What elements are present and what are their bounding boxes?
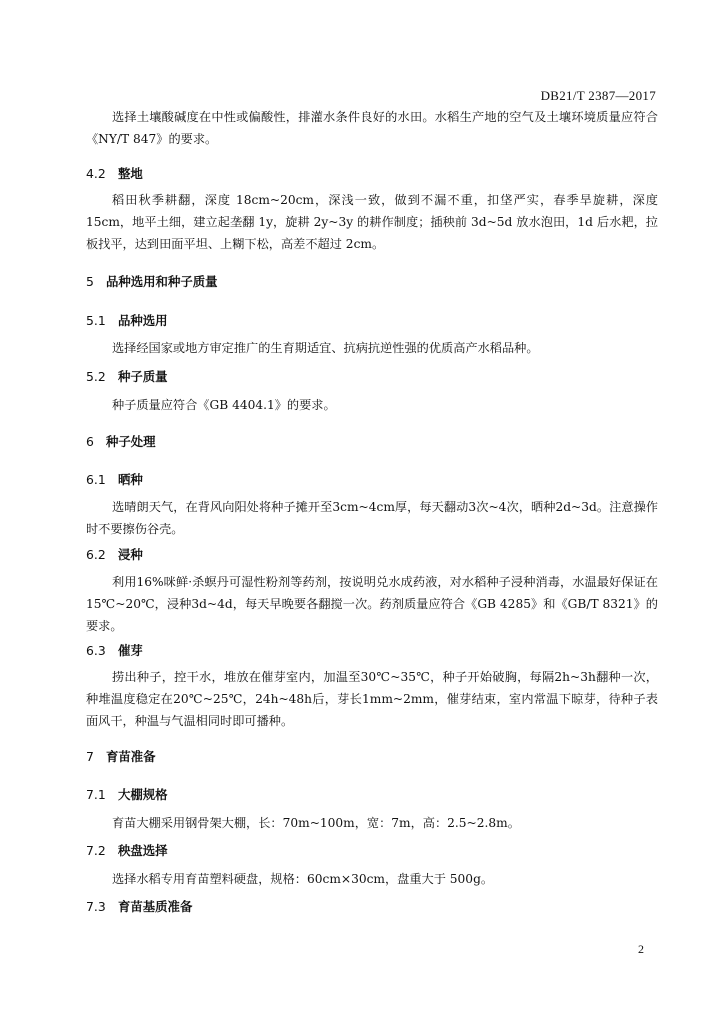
- section-5-1-heading: [86, 312, 658, 330]
- section-number: 5: [86, 274, 94, 289]
- section-number: 7: [86, 749, 94, 764]
- section-title: 晒种: [118, 472, 143, 487]
- section-title: 种子处理: [106, 434, 156, 449]
- paragraph-4-2: 稻田秋季耕翻，深度 18cm~20cm，深浅一致，做到不漏不重，扣垡严实，春季旱旋耕，深度 15cm，地平土细，建立起垄翻 1y，旋耕 2y~3y 的耕作制度；插秧前 3d~5d 放水泡田，1d 后水耙，拉板找平，达到田面平坦、上糊下松，高差不超过 2cm。: [86, 193, 658, 251]
- paragraph-6-3: 捞出种子，控干水，堆放在催芽室内，加温至30℃~35℃，种子开始破胸，每隔2h~3h翻种一次，种堆温度稳定在20℃~25℃，24h~48h后，芽长1mm~2mm，催芽结束，室内常温下晾芽，待种子表面风干，种温与气温相同时即可播种。: [86, 670, 658, 728]
- section-number: 7.2: [86, 843, 106, 858]
- section-4-2-heading: [86, 165, 658, 183]
- section-title: 品种选用和种子质量: [106, 274, 218, 289]
- section-number: 4.2: [86, 166, 106, 181]
- paragraph-5-1: 选择经国家或地方审定推广的生育期适宜、抗病抗逆性强的优质高产水稻品种。: [112, 341, 539, 355]
- section-6-2-heading: [86, 546, 658, 564]
- section-title: 育苗基质准备: [118, 899, 193, 914]
- section-7-1-heading: [86, 786, 658, 804]
- section-7-2-heading: [86, 842, 658, 860]
- section-number: 7.1: [86, 787, 106, 802]
- paragraph-7-2: 选择水稻专用育苗塑料硬盘，规格：60cm×30cm，盘重大于 500g。: [112, 872, 494, 886]
- section-5-heading: [86, 273, 658, 291]
- section-number: 6.3: [86, 643, 106, 658]
- section-number: 6: [86, 434, 94, 449]
- paragraph-7-1: 育苗大棚采用钢骨架大棚，长：70m~100m，宽：7m，高：2.5~2.8m。: [112, 816, 520, 830]
- section-7-heading: [86, 748, 658, 766]
- section-number: 7.3: [86, 899, 106, 914]
- section-title: 浸种: [118, 547, 143, 562]
- paragraph-6-2: 利用16%咪鲜·杀螟丹可湿性粉剂等药剂，按说明兑水成药液，对水稻种子浸种消毒，水温最好保证在15℃~20℃，浸种3d~4d，每天早晚要各翻搅一次。药剂质量应符合《GB 4285》和《GB/T 8321》的要求。: [86, 575, 658, 633]
- section-number: 6.1: [86, 472, 106, 487]
- section-6-heading: [86, 433, 658, 451]
- section-7-3-heading: [86, 898, 658, 916]
- page-number: 2: [638, 942, 644, 956]
- section-title: 大棚规格: [118, 787, 168, 802]
- section-title: 整地: [118, 166, 143, 181]
- section-6-1-heading: [86, 471, 658, 489]
- section-title: 催芽: [118, 643, 143, 658]
- section-title: 种子质量: [118, 369, 168, 384]
- section-number: 5.2: [86, 369, 106, 384]
- section-title: 秧盘选择: [118, 843, 168, 858]
- section-number: 5.1: [86, 313, 106, 328]
- document-id: DB21/T 2387—2017: [540, 88, 656, 103]
- section-title: 育苗准备: [106, 749, 156, 764]
- section-5-2-heading: [86, 368, 658, 386]
- section-number: 6.2: [86, 547, 106, 562]
- paragraph-6-1: 选晴朗天气，在背风向阳处将种子摊开至3cm~4cm厚，每天翻动3次~4次，晒种2d~3d。注意操作时不要擦伤谷壳。: [86, 500, 658, 536]
- section-title: 品种选用: [118, 313, 168, 328]
- paragraph-soil: 选择土壤酸碱度在中性或偏酸性，排灌水条件良好的水田。水稻生产地的空气及土壤环境质量应符合《NY/T 847》的要求。: [86, 110, 658, 146]
- section-6-3-heading: [86, 642, 658, 660]
- paragraph-5-2: 种子质量应符合《GB 4404.1》的要求。: [112, 398, 336, 412]
